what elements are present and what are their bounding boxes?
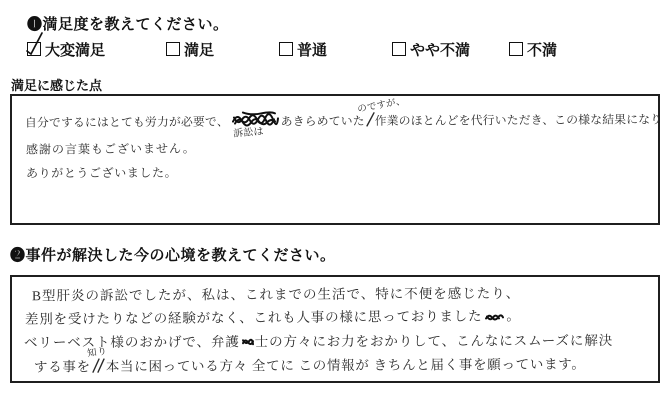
- checkbox-somewhat-dissatisfied[interactable]: [392, 42, 406, 56]
- question-2-title: ❷事件が解決した今の心境を教えてください。: [10, 248, 336, 264]
- handwritten-text: する事を: [33, 359, 91, 375]
- handwritten-text: 自分でするにはとても労力が必要で、: [24, 114, 229, 130]
- checkbox-satisfied[interactable]: [166, 42, 180, 56]
- satisfaction-points-label: 満足に感じた点: [11, 78, 103, 93]
- handwritten-text: 差別を受けたりなどの経験がなく、これも人事の様に思っておりました: [24, 308, 483, 327]
- option-dissatisfied: [509, 39, 557, 60]
- handwritten-text: 本当に困っている方々 全てに この情報が きちんと届く事を願っています。: [105, 356, 586, 375]
- question-1-title: ❶満足度を教えてください。: [27, 17, 229, 33]
- correction-text: 訴訟は: [232, 126, 264, 140]
- handwriting-line: [24, 96, 663, 140]
- handwriting-line: B型肝炎の訴訟でしたが、私は、これまでの生活で、特に不便を感じたり、: [31, 285, 521, 304]
- insertion-text: 知り: [86, 346, 109, 360]
- handwritten-text: ベリーベスト様のおかげで、弁護: [23, 334, 240, 351]
- handwriting-line: 感謝の言葉もございません。: [25, 141, 196, 157]
- option-neutral: [279, 39, 327, 60]
- option-somewhat-dissatisfied: [392, 39, 470, 60]
- option-very-satisfied: [27, 39, 105, 60]
- handwritten-text: 。: [506, 308, 521, 324]
- checkbox-very-satisfied[interactable]: [27, 42, 41, 56]
- option-label: やや不満: [410, 43, 471, 59]
- option-label: 不満: [527, 43, 558, 59]
- option-satisfied: [166, 39, 214, 60]
- handwriting-line: ありがとうございました。: [25, 165, 178, 181]
- handwriting-line: [24, 329, 613, 351]
- option-label: 普通: [297, 43, 328, 59]
- handwriting-line: [33, 346, 586, 376]
- caret-slash-icon: [365, 112, 375, 127]
- handwritten-check-icon: [24, 32, 46, 58]
- scribbled-out-word: [484, 311, 504, 323]
- scribbled-out-character: [241, 336, 254, 348]
- checkbox-dissatisfied[interactable]: [509, 42, 523, 56]
- satisfaction-options-row: [0, 39, 668, 61]
- handwritten-text: 作業のほとんどを代行いただき、この様な結果になり: [374, 112, 663, 128]
- double-caret-slash-icon: [91, 358, 106, 373]
- handwritten-text: 士の方々にお力をおかりして、こんなにスムーズに解決: [254, 332, 614, 350]
- insertion-mark: [356, 96, 406, 129]
- scribbled-out-word: [231, 110, 279, 140]
- option-label: 満足: [184, 43, 215, 59]
- insertion-text: のですが、: [356, 96, 406, 116]
- answer-box-feelings[interactable]: [10, 275, 660, 383]
- handwritten-text: あきらめていた: [280, 113, 365, 129]
- checkbox-neutral[interactable]: [279, 42, 293, 56]
- insertion-mark: [86, 346, 109, 375]
- handwriting-line: [25, 304, 521, 327]
- option-label: 大変満足: [45, 43, 106, 59]
- answer-box-satisfaction[interactable]: [10, 94, 663, 225]
